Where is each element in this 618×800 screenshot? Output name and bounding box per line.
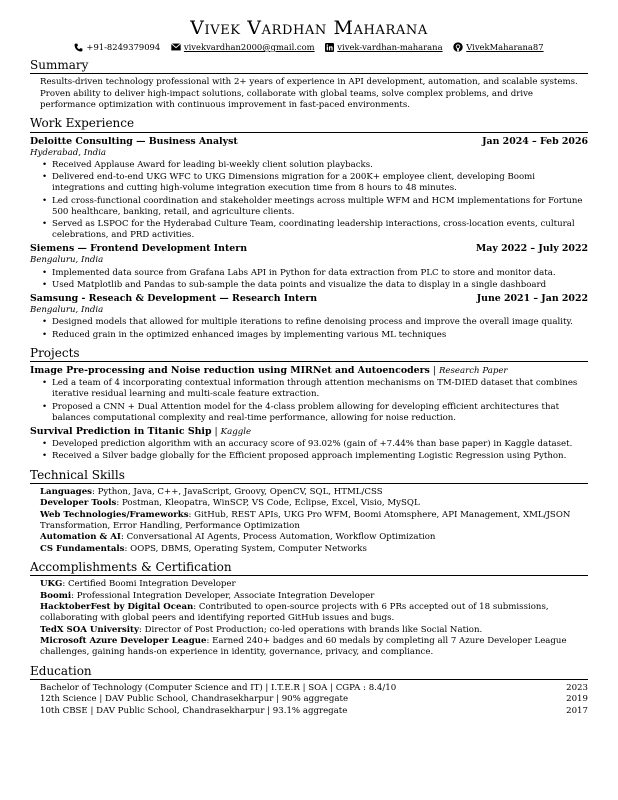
section-title-skills: Technical Skills — [30, 468, 588, 484]
job-bullets — [30, 268, 588, 291]
skill-value: : Python, Java, C++, JavaScript, Groovy, OpenCV, SQL, HTML/CSS — [92, 486, 383, 497]
contact-email[interactable] — [171, 42, 315, 53]
bullet-item: • Delivered end-to-end UKG WFC to UKG Dimensions migration for a 200K+ employee client, developing Boomi integrations and cutting high-volume integration execution time from 8 hours to 48 minutes. — [52, 172, 588, 194]
bullet-item: • Led a team of 4 incorporating contextual information through attention mechanisms on TM-DIED dataset that combines iterative residual learning and multi-scale feature extraction. — [52, 378, 588, 400]
job-location: Hyderabad, India — [30, 147, 107, 158]
job-entry-samsung — [30, 293, 588, 341]
project-bullets — [30, 439, 588, 462]
contact-linkedin[interactable] — [325, 42, 442, 53]
project-separator: | — [211, 425, 221, 437]
section-title-projects: Projects — [30, 346, 588, 362]
education-year: 2019 — [566, 694, 588, 705]
education-text: Bachelor of Technology (Computer Science and IT) | I.T.E.R | SOA | CGPA : 8.4/10 — [40, 683, 397, 694]
github-link[interactable]: VivekMaharana87 — [466, 41, 544, 52]
bullet-item: • Received a Silver badge globally for the Efficient proposed approach implementing Logistic Regression using Python. — [52, 451, 588, 462]
experience-section — [30, 116, 588, 340]
education-year: 2023 — [566, 683, 588, 694]
accomplishment-label: UKG — [40, 579, 63, 590]
education-text: 12th Science | DAV Public School, Chandrasekharpur | 90% aggregate — [40, 694, 349, 705]
accomplishment-value: : Professional Integration Developer, Associate Integration Developer — [71, 590, 375, 601]
accomplishments-list — [30, 579, 588, 658]
mail-icon — [171, 42, 181, 53]
accomplishments-section — [30, 560, 588, 659]
accomplishment-row — [40, 579, 588, 590]
accomplishment-row — [40, 591, 588, 602]
accomplishment-value: : Director of Post Production; co-led operations with brands like Social Nation. — [138, 624, 483, 635]
job-heading: Siemens — Frontend Development Intern — [30, 243, 248, 255]
email-link[interactable]: vivekvardhan2000@gmail.com — [183, 41, 315, 52]
bullet-item: • Received Applause Award for leading bi-weekly client solution playbacks. — [52, 160, 588, 171]
job-location: Bengaluru, India — [30, 305, 104, 316]
linkedin-link[interactable]: vivek-vardhan-maharana — [337, 41, 443, 52]
resume-page — [30, 18, 588, 717]
bullet-item: • Implemented data source from Grafana Labs API in Python for data extraction from PLC to store and monitor data. — [52, 268, 588, 279]
skill-row — [40, 510, 588, 533]
accomplishment-row — [40, 636, 588, 659]
bullet-item: • Designed models that allowed for multiple iterations to refine denoising process and improve the overall image quality. — [52, 317, 588, 328]
job-bullets — [30, 160, 588, 241]
section-title-education: Education — [30, 664, 588, 680]
accomplishment-label: Boomi — [40, 590, 72, 601]
bullet-item: • Led cross-functional coordination and stakeholder meetings across multiple WFM and HCM implementations for Fortune 500 healthcare, banking, retail, and agriculture clients. — [52, 196, 588, 218]
github-icon — [453, 42, 463, 53]
job-dates: Jan 2024 – Feb 2026 — [482, 135, 588, 147]
job-location: Bengaluru, India — [30, 255, 104, 266]
bullet-item: • Used Matplotlib and Pandas to sub-sample the data points and visualize the data to display in a single dashboard — [52, 280, 588, 291]
skill-row — [40, 544, 588, 555]
accomplishment-value: : Earned 240+ badges and 60 medals by completing all 7 Azure Developer League challenges, gaining hands-on experience in identity, governance, privacy, and compliance. — [40, 636, 567, 658]
phone-text: +91-8249379094 — [86, 41, 161, 52]
job-entry-siemens — [30, 243, 588, 291]
job-dates: June 2021 – Jan 2022 — [476, 292, 588, 304]
job-heading: Deloitte Consulting — Business Analyst — [30, 135, 238, 147]
accomplishment-value: : Contributed to open-source projects with 6 PRs accepted out of 18 submissions, collaborating with global peers and identifying reported GitHub issues and bugs. — [40, 602, 549, 624]
skills-section — [30, 468, 588, 555]
bullet-item: • Proposed a CNN + Dual Attention model for the 4-class problem allowing for developing efficient architectures that balances computational complexity and real-time performance, allowing for noise reduction. — [52, 402, 588, 424]
bullet-item: • Developed prediction algorithm with an accuracy score of 93.02% (gain of +7.44% than base paper) in Kaggle dataset. — [52, 439, 588, 450]
job-bullets — [30, 317, 588, 340]
accomplishment-label: HacktoberFest by Digital Ocean — [40, 602, 194, 613]
skill-label: Web Technologies/Frameworks — [40, 509, 189, 520]
education-row — [30, 706, 588, 717]
accomplishment-row — [40, 602, 588, 625]
contact-phone — [74, 42, 160, 53]
skills-list — [30, 487, 588, 555]
linkedin-icon — [325, 42, 334, 53]
project-name: Survival Prediction in Titanic Ship — [30, 425, 212, 437]
education-section — [30, 664, 588, 717]
candidate-name: Vivek Vardhan Maharana — [190, 17, 428, 39]
project-entry — [30, 365, 588, 424]
section-title-experience: Work Experience — [30, 116, 588, 132]
section-title-accomplishments: Accomplishments & Certification — [30, 560, 588, 576]
education-row — [30, 694, 588, 705]
project-separator: | — [429, 365, 439, 377]
skill-label: Languages — [40, 486, 92, 497]
job-heading: Samsung - Reseach & Development — Research Intern — [30, 292, 318, 304]
job-dates: May 2022 – July 2022 — [475, 243, 588, 255]
skill-value: : GitHub, REST APIs, UKG Pro WFM, Boomi Atomsphere, API Management, XML/JSON Transformation, Error Handling, Performance Optimization — [40, 509, 571, 531]
summary-section — [30, 58, 588, 111]
bullet-item: • Reduced grain in the optimized enhanced images by implementing various ML techniques — [52, 330, 588, 341]
job-entry-deloitte — [30, 136, 588, 242]
education-text: 10th CBSE | DAV Public School, Chandrasekharpur | 93.1% aggregate — [40, 705, 348, 716]
education-year: 2017 — [566, 705, 588, 716]
projects-section — [30, 346, 588, 463]
skill-label: CS Fundamentals — [40, 543, 125, 554]
skill-row — [40, 498, 588, 509]
skill-row — [40, 532, 588, 543]
accomplishment-row — [40, 625, 588, 636]
phone-icon — [74, 42, 83, 53]
skill-label: Developer Tools — [40, 498, 117, 509]
project-tag: Kaggle — [220, 426, 252, 437]
accomplishment-label: Microsoft Azure Developer League — [40, 636, 207, 647]
project-tag: Research Paper — [438, 366, 508, 377]
skill-value: : Conversational AI Agents, Process Automation, Workflow Optimization — [120, 532, 436, 543]
skill-value: : OOPS, DBMS, Operating System, Computer Networks — [124, 543, 367, 554]
skill-row — [40, 487, 588, 498]
project-entry — [30, 426, 588, 463]
education-row — [30, 683, 588, 694]
summary-text: Results-driven technology professional with 2+ years of experience in API development, automation, and scalable systems. Proven ability to deliver high-impact solutions, collaborate with global teams, solve complex problems, and drive performance optimization with continuous improvement in fast-paced environments. — [40, 77, 578, 110]
accomplishment-label: TedX SOA University — [40, 624, 139, 635]
contact-github[interactable] — [453, 42, 543, 53]
skill-label: Automation & AI — [40, 532, 121, 543]
contact-bar — [30, 42, 588, 53]
section-title-summary: Summary — [30, 58, 588, 74]
accomplishment-value: : Certified Boomi Integration Developer — [62, 579, 236, 590]
project-bullets — [30, 378, 588, 424]
bullet-item: • Served as LSPOC for the Hyderabad Culture Team, coordinating leadership interactions, cross-location events, cultural celebrations, and PRD activities. — [52, 219, 588, 241]
skill-value: : Postman, Kleopatra, WinSCP, VS Code, Eclipse, Excel, Visio, MySQL — [116, 498, 420, 509]
project-name: Image Pre-processing and Noise reduction using MIRNet and Autoencoders — [30, 365, 430, 377]
